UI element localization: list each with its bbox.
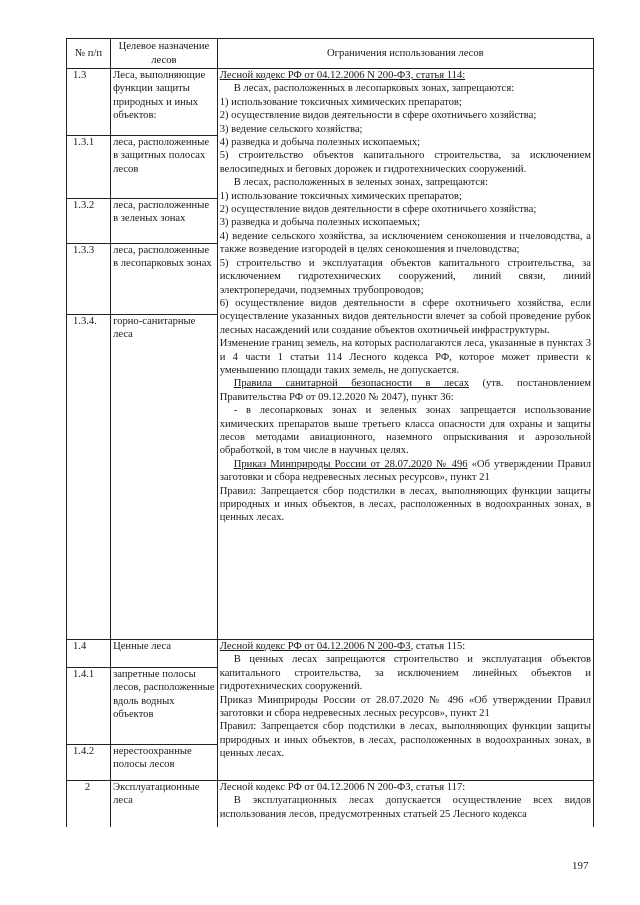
text-line: В лесах, расположенных в лесопарковых зонах, запрещаются: <box>233 83 515 95</box>
text-line: В эксплуатационных лесах допускается осуществление всех видов использования лесов, предусмотренных статьей 25 Лесного кодекса <box>219 795 591 820</box>
text-line: 5) строительство и эксплуатация объектов капитального строительства, за исключением гидротехнических сооружений, линий связи, линий электропередачи, подземных трубопроводов; <box>219 257 591 296</box>
row-purpose: леса, расположенные в лесопарковых зонах <box>111 244 218 315</box>
row-num: 1.3.4. <box>67 315 111 640</box>
text-line: 3) ведение сельского хозяйства; <box>219 123 363 135</box>
row-purpose: горно-санитарные леса <box>111 315 218 640</box>
law-reference: Лесной кодекс РФ от 04.12.2006 N 200-ФЗ, статья 114: <box>219 70 466 81</box>
text-line <box>220 640 591 653</box>
text-line <box>220 458 591 485</box>
restrictions-cell-1 <box>217 69 593 640</box>
text-line: Изменение границ земель, на которых располагаются леса, указанные в пунктах 3 и 4 части 1 статьи 114 Лесного кодекса РФ, которое может привести к уменьшению площади таких земель, не допускается. <box>219 338 591 376</box>
row-num: 1.4.2 <box>67 745 111 781</box>
text-line: 1) использование токсичных химических препаратов; <box>219 96 462 108</box>
text-line: - в лесопарковых зонах и зеленых зонах запрещается использование химических препаратов выше третьего класса опасности для охраны и защиты лесов методами авиационного, наземного опрыскивания и аэрозольной обработкой, в том числе в научных целях. <box>219 405 591 457</box>
restrictions-cell-3 <box>217 781 593 827</box>
text-line: 4) ведение сельского хозяйства, за исключением сенокошения и пчеловодства, а также возведение изгородей в целях сенокошения и пчеловодства; <box>219 230 591 256</box>
text-line: В лесах, расположенных в зеленых зонах, запрещаются: <box>233 177 488 189</box>
text-line: Приказ Минприроды России от 28.07.2020 № 496 «Об утверждении Правил заготовки и сбора недревесных лесных ресурсов», пункт 21 <box>219 694 591 720</box>
row-purpose: Ценные леса <box>111 640 218 668</box>
row-purpose: запретные полосы лесов, расположенные вдоль водных объектов <box>111 668 218 745</box>
row-purpose: леса, расположенные в защитных полосах лесов <box>111 136 218 199</box>
page-number: 197 <box>572 860 589 872</box>
text-line: 1) использование токсичных химических препаратов; <box>219 190 462 202</box>
table-header-row <box>67 39 594 69</box>
text-span: «Об утверждении Правил заготовки и сбора недревесных лесных ресурсов», пункт 21 <box>219 458 591 484</box>
text-line: 2) осуществление видов деятельности в сфере охотничьего хозяйства; <box>219 110 537 122</box>
law-reference: Лесной кодекс РФ от 04.12.2006 N 200-ФЗ, статья 117: <box>219 782 466 793</box>
row-purpose: Леса, выполняющие функции защиты природных и иных объектов: <box>111 69 218 136</box>
document-page <box>66 38 594 827</box>
restrictions-table <box>66 38 594 827</box>
text-line: Правил: Запрещается сбор подстилки в лесах, выполняющих функции защиты природных и иных объектов, в лесах, расположенных в водоохранных зонах, в ценных лесах. <box>219 721 591 760</box>
row-num: 1.3.2 <box>67 199 111 244</box>
row-num: 2 <box>67 781 111 827</box>
text-line <box>220 377 591 404</box>
row-purpose: нерестоохранные полосы лесов <box>111 745 218 781</box>
order-link: Приказ Минприроды России от 28.07.2020 № 496 <box>233 458 468 470</box>
restrictions-cell-2 <box>217 640 593 781</box>
rules-link: Правила санитарной безопасности в лесах <box>233 378 470 390</box>
row-num: 1.4 <box>67 640 111 668</box>
text-line: 6) осуществление видов деятельности в сфере охотничьего хозяйства, если осуществление указанных видов деятельности влечет за собой проведение рубок лесных насаждений или создание объектов охотничьей инфраструктуры. <box>219 297 591 336</box>
table-row <box>67 781 594 827</box>
text-line: 5) строительство объектов капитального строительства, за исключением велосипедных и беговых дорожек и гидротехнических сооружений. <box>219 150 591 175</box>
table-row <box>67 640 594 668</box>
text-line: 3) разведка и добыча полезных ископаемых; <box>219 217 421 229</box>
header-num: № п/п <box>67 39 111 69</box>
text-span: (утв. постановлением Правительства РФ от 09.12.2020 № 2047), пункт 36: <box>219 378 591 403</box>
text-line: В ценных лесах запрещаются строительство и эксплуатация объектов капитального строительства, за исключением линейных объектов и гидротехнических сооружений. <box>219 654 591 693</box>
header-purpose: Целевое назначение лесов <box>111 39 218 69</box>
text-line: 4) разведка и добыча полезных ископаемых; <box>219 137 421 149</box>
header-restrictions: Ограничения использования лесов <box>217 39 593 69</box>
table-row <box>67 69 594 136</box>
text-line: Правил: Запрещается сбор подстилки в лесах, выполняющих функции защиты природных и иных объектов, в лесах, расположенных в водоохранных зонах, в ценных лесах. <box>219 485 591 524</box>
row-num: 1.3 <box>67 69 111 136</box>
text-span: , статья 115: <box>410 641 466 652</box>
row-num: 1.3.3 <box>67 244 111 315</box>
row-purpose: Эксплуатационные леса <box>111 781 218 827</box>
row-num: 1.4.1 <box>67 668 111 745</box>
text-line: 2) осуществление видов деятельности в сфере охотничьего хозяйства; <box>219 204 537 216</box>
law-reference: Лесной кодекс РФ от 04.12.2006 N 200-ФЗ <box>219 641 411 652</box>
row-purpose: леса, расположенные в зеленых зонах <box>111 199 218 244</box>
row-num: 1.3.1 <box>67 136 111 199</box>
